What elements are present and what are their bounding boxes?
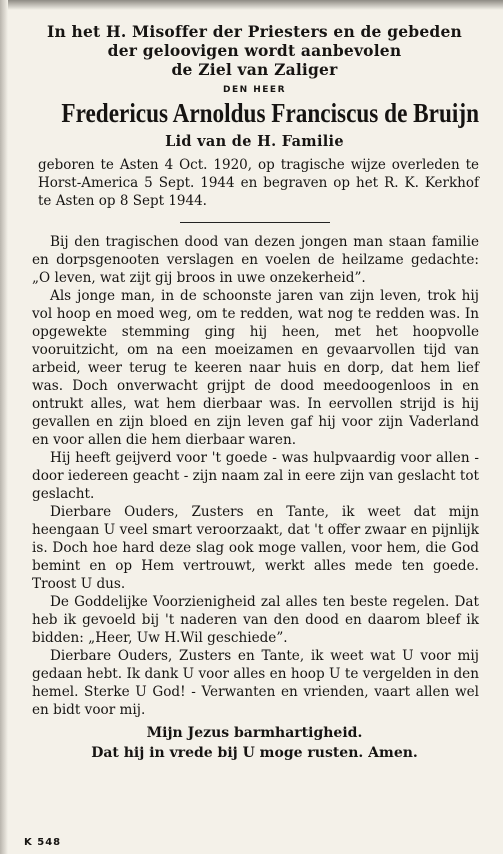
scan-edge-left <box>0 0 8 854</box>
closing-line-2: Dat hij in vrede bij U moge rusten. Amen. <box>91 745 418 761</box>
membership: Lid van de H. Familie <box>165 133 344 150</box>
divider <box>180 222 330 223</box>
intro-line-2: der geloovigen wordt aanbevolen <box>107 41 402 60</box>
card-code: K 548 <box>24 837 62 848</box>
paragraph: De Goddelijke Voorzienigheid zal alles ten beste regelen. Dat heb ik gevoeld bij 't naderen van den dood en daarom bleef ik bidden: „Heer, Uw H.Wil geschiede”. <box>32 594 479 646</box>
scan-edge-top <box>0 0 503 10</box>
title-label: DEN HEER <box>222 85 287 95</box>
intro-line-3: de Ziel van Zaliger <box>171 60 338 79</box>
paragraph: Als jonge man, in de schoonste jaren van zijn leven, trok hij vol hoop en moed weg, om te redden, wat nog te redden was. In opgewekte stemming ging hij heen, met het hoopvolle vooruitzicht, om na een moeizamen en gevaarvollen tijd van arbeid, weer terug te keeren naar huis en dorp, dat hem lief was. Doch onverwacht grijpt de dood meedoogenloos in en ontrukt alles, wat hem dierbaar was. In eervollen strijd is hij gevallen en zijn bloed en zijn leven gaf hij voor zijn Vaderland en voor allen die hem dierbaar waren. <box>32 288 479 448</box>
closing-prayer <box>30 723 479 763</box>
intro-heading <box>30 22 479 79</box>
paragraph: Bij den tragischen dood van dezen jongen man staan familie en dorpsgenooten verslagen en voelen de heilzame gedachte: „O leven, wat zijt gij broos in uwe onzekerheid”. <box>32 234 479 286</box>
paragraph: Dierbare Ouders, Zusters en Tante, ik weet dat mijn heengaan U veel smart veroorzaakt, dat 't offer zwaar en pijnlijk is. Doch hoe hard deze slag ook moge vallen, voor hem, die God bemint en op Hem vertrouwt, werkt alles mede ten goede. Troost U dus. <box>32 504 479 592</box>
paragraph: Hij heeft geijverd voor 't goede - was hulpvaardig voor allen - door iedereen geacht - zijn naam zal in eere zijn van geslacht tot geslacht. <box>32 450 479 502</box>
closing-line-1: Mijn Jezus barmhartigheid. <box>146 725 363 741</box>
life-details: geboren te Asten 4 Oct. 1920, op tragische wijze overleden te Horst-America 5 Sept. 1944 en begraven op het R. K. Kerkhof te Asten op 8 Sept 1944. <box>38 157 479 209</box>
deceased-name: Fredericus Arnoldus Franciscus de Bruijn <box>61 98 479 128</box>
paragraph: Dierbare Ouders, Zusters en Tante, ik weet wat U voor mij gedaan hebt. Ik dank U voor alles en hoop U te vergelden in den hemel. Sterke U God! - Verwanten en vrienden, vaart allen wel en bidt voor mij. <box>32 648 479 718</box>
intro-line-1: In het H. Misoffer der Priesters en de gebeden <box>47 22 462 41</box>
memorial-text <box>32 233 479 719</box>
